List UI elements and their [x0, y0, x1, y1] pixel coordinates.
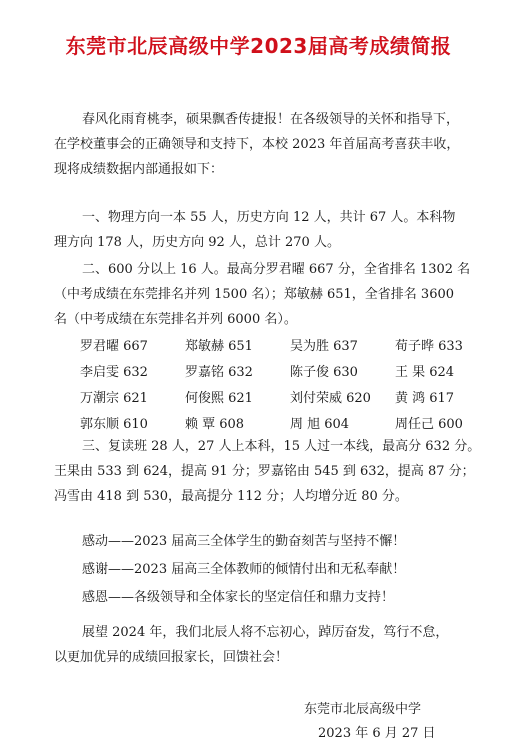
score-grid: [80, 334, 500, 438]
thanks-line: 感恩——各级领导和全体家长的坚定信任和鼎力支持！: [82, 590, 395, 605]
item-two-section: [54, 257, 502, 332]
score-entry: 周任己 600: [395, 417, 463, 432]
score-entry: 罗君曜 667: [80, 339, 148, 354]
score-row: [80, 360, 500, 386]
score-entry: 罗嘉铭 632: [185, 365, 253, 380]
item-one-line: 一、物理方向一本 55 人，历史方向 12 人，共计 67 人。本科物: [82, 210, 456, 225]
score-entry: 郭东顺 610: [80, 417, 148, 432]
outlook-line: 以更加优异的成绩回报家长，回馈社会！: [54, 650, 289, 665]
report-title: 东莞市北辰高级中学2023届高考成绩简报: [65, 34, 452, 58]
item-two-line: （中考成绩在东莞排名并列 1500 名）；郑敏赫 651，全省排名 3600: [54, 287, 455, 302]
score-entry: 李启雯 632: [80, 365, 148, 380]
signature-school: 东莞市北辰高级中学: [304, 702, 422, 717]
item-three-line: 三、复读班 28 人，27 人上本科，15 人过一本线，最高分 632 分。: [82, 439, 481, 454]
score-entry: 黄 鸿 617: [395, 391, 455, 406]
item-three-section: [54, 434, 502, 509]
intro-line: 春风化雨育桃李，硕果飘香传捷报！在各级领导的关怀和指导下，: [82, 112, 460, 127]
item-two-line: 名（中考成绩在东莞排名并列 6000 名）。: [54, 312, 297, 327]
thanks-section: [54, 528, 502, 612]
thanks-line: 感谢——2023 届高三全体教师的倾情付出和无私奉献！: [82, 562, 406, 577]
item-one-section: [54, 205, 502, 255]
intro-line: 在学校董事会的正确领导和支持下，本校 2023 年首届高考喜获丰收，: [54, 137, 460, 152]
score-entry: 荀子晔 633: [395, 339, 463, 354]
score-entry: 万潮宗 621: [80, 391, 148, 406]
item-three-line: 冯雪由 418 到 530，最高提分 112 分；人均增分近 80 分。: [54, 489, 408, 504]
score-entry: 赖 覃 608: [185, 417, 245, 432]
score-entry: 吴为胜 637: [290, 339, 358, 354]
score-entry: 周 旭 604: [290, 417, 350, 432]
score-entry: 郑敏赫 651: [185, 339, 253, 354]
score-entry: 何俊熙 621: [185, 391, 253, 406]
outlook-line: 展望 2024 年，我们北辰人将不忘初心，踔厉奋发，笃行不怠，: [82, 625, 449, 640]
signature-date: 2023 年 6 月 27 日: [318, 726, 436, 741]
score-entry: 王 果 624: [395, 365, 455, 380]
thanks-line: 感动——2023 届高三全体学生的勤奋刻苦与坚持不懈！: [82, 534, 406, 549]
intro-line: 现将成绩数据内部通报如下：: [54, 162, 224, 177]
item-three-line: 王果由 533 到 624，提高 91 分；罗嘉铭由 545 到 632，提高 87 分；: [54, 464, 475, 479]
score-row: [80, 334, 500, 360]
intro-section: [54, 107, 502, 182]
score-entry: 刘付荣威 620: [290, 391, 371, 406]
score-row: [80, 386, 500, 412]
score-entry: 陈子俊 630: [290, 365, 358, 380]
outlook-section: [54, 620, 502, 670]
item-two-line: 二、600 分以上 16 人。最高分罗君曜 667 分，全省排名 1302 名: [82, 262, 471, 277]
item-one-line: 理方向 178 人，历史方向 92 人，总计 270 人。: [54, 235, 340, 250]
